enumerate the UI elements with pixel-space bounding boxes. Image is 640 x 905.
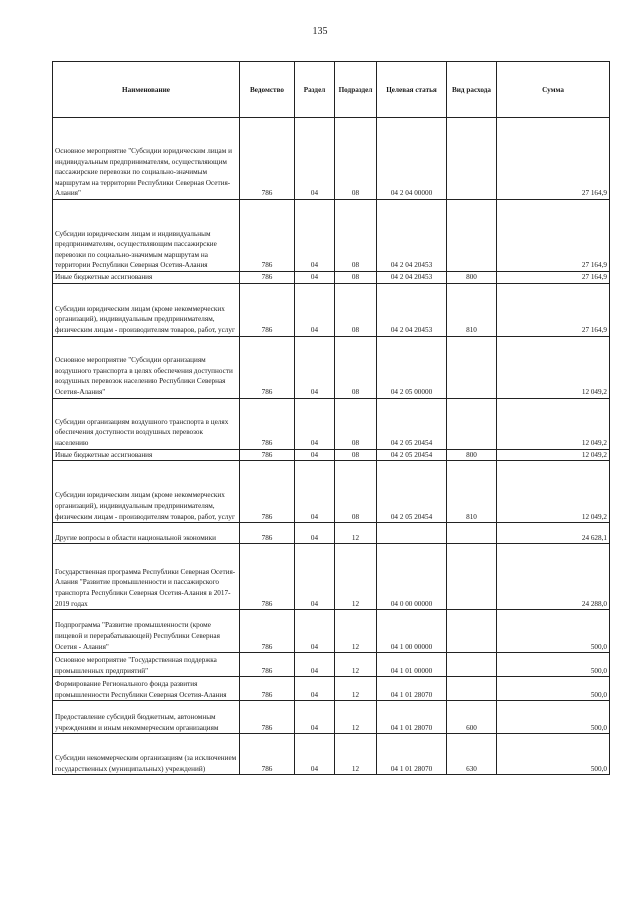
row-podrazdel: 12 <box>335 653 377 677</box>
table-header-row <box>53 62 610 118</box>
header-vid-rashoda: Вид расхода <box>447 62 497 118</box>
page-number: 135 <box>312 26 328 37</box>
row-celevaya-statya: 04 2 04 20453 <box>377 283 447 336</box>
row-celevaya-statya: 04 1 01 28070 <box>377 677 447 701</box>
row-vedomstvo: 786 <box>240 523 295 544</box>
table-row <box>53 523 610 544</box>
table-row <box>53 544 610 610</box>
row-vedomstvo: 786 <box>240 734 295 775</box>
row-summa: 500,0 <box>497 677 610 701</box>
row-summa: 500,0 <box>497 734 610 775</box>
row-name: Субсидии юридическим лицам (кроме некоммерческих организаций), индивидуальным предпринимателям, физическим лицам - производителям товаров, работ, услуг <box>53 283 240 336</box>
row-name: Другие вопросы в области национальной экономики <box>53 523 240 544</box>
row-podrazdel: 12 <box>335 610 377 653</box>
row-vedomstvo: 786 <box>240 283 295 336</box>
row-podrazdel: 08 <box>335 200 377 272</box>
row-celevaya-statya: 04 1 01 28070 <box>377 701 447 734</box>
header-name: Наименование <box>53 62 240 118</box>
table-row <box>53 677 610 701</box>
row-vid-rashoda: 810 <box>447 461 497 523</box>
row-vedomstvo: 786 <box>240 118 295 200</box>
row-celevaya-statya: 04 1 01 00000 <box>377 653 447 677</box>
row-name: Субсидии некоммерческим организациям (за исключением государственных (муниципальных) учреждений) <box>53 734 240 775</box>
row-summa: 12 049,2 <box>497 398 610 449</box>
row-razdel: 04 <box>295 272 335 284</box>
row-vid-rashoda <box>447 200 497 272</box>
header-vedomstvo: Ведомство <box>240 62 295 118</box>
row-podrazdel: 08 <box>335 118 377 200</box>
table-row <box>53 734 610 775</box>
header-razdel: Раздел <box>295 62 335 118</box>
row-vedomstvo: 786 <box>240 544 295 610</box>
row-summa: 27 164,9 <box>497 272 610 284</box>
table-row <box>53 118 610 200</box>
row-summa: 12 049,2 <box>497 461 610 523</box>
row-podrazdel: 08 <box>335 449 377 461</box>
row-summa: 27 164,9 <box>497 118 610 200</box>
row-summa: 500,0 <box>497 701 610 734</box>
row-podrazdel: 12 <box>335 544 377 610</box>
table-row <box>53 272 610 284</box>
row-summa: 12 049,2 <box>497 336 610 398</box>
row-summa: 500,0 <box>497 653 610 677</box>
row-vedomstvo: 786 <box>240 461 295 523</box>
table-row <box>53 701 610 734</box>
row-celevaya-statya: 04 1 01 28070 <box>377 734 447 775</box>
row-name: Основное мероприятие "Государственная поддержка промышленных предприятий" <box>53 653 240 677</box>
row-name: Иные бюджетные ассигнования <box>53 272 240 284</box>
row-razdel: 04 <box>295 118 335 200</box>
row-name: Субсидии организациям воздушного транспорта в целях обеспечения доступности воздушных перевозок населению <box>53 398 240 449</box>
row-vid-rashoda: 630 <box>447 734 497 775</box>
row-podrazdel: 12 <box>335 523 377 544</box>
row-summa: 24 628,1 <box>497 523 610 544</box>
table-row <box>53 449 610 461</box>
row-vid-rashoda <box>447 677 497 701</box>
row-name: Иные бюджетные ассигнования <box>53 449 240 461</box>
row-razdel: 04 <box>295 200 335 272</box>
row-celevaya-statya: 04 2 05 00000 <box>377 336 447 398</box>
row-razdel: 04 <box>295 461 335 523</box>
row-name: Государственная программа Республики Северная Осетия-Алания "Развитие промышленности и пассажирского транспорта Республики Северная Осетия-Алания в 2017-2019 годах <box>53 544 240 610</box>
row-celevaya-statya <box>377 523 447 544</box>
row-podrazdel: 08 <box>335 336 377 398</box>
row-name: Предоставление субсидий бюджетным, автономным учреждениям и иным некоммерческим организациям <box>53 701 240 734</box>
table-row <box>53 336 610 398</box>
row-name: Формирование Регионального фонда развития промышленности Республики Северная Осетия-Алания <box>53 677 240 701</box>
row-name: Субсидии юридическим лицам (кроме некоммерческих организаций), индивидуальным предпринимателям, физическим лицам - производителям товаров, работ, услуг <box>53 461 240 523</box>
row-summa: 27 164,9 <box>497 200 610 272</box>
row-celevaya-statya: 04 2 05 20454 <box>377 461 447 523</box>
row-vedomstvo: 786 <box>240 200 295 272</box>
row-name: Основное мероприятие "Субсидии организациям воздушного транспорта в целях обеспечения доступности воздушных перевозок населению Республики Северная Осетия-Алания" <box>53 336 240 398</box>
row-summa: 12 049,2 <box>497 449 610 461</box>
row-celevaya-statya: 04 2 05 20454 <box>377 398 447 449</box>
row-vedomstvo: 786 <box>240 398 295 449</box>
row-summa: 500,0 <box>497 610 610 653</box>
header-podrazdel: Подраздел <box>335 62 377 118</box>
row-razdel: 04 <box>295 610 335 653</box>
row-podrazdel: 08 <box>335 461 377 523</box>
row-vid-rashoda <box>447 544 497 610</box>
row-razdel: 04 <box>295 398 335 449</box>
row-name: Основное мероприятие "Субсидии юридическим лицам и индивидуальным предпринимателям, осуществляющим пассажирские перевозки по социально-значимым маршрутам на территории Республики Северная Осетия-Алания" <box>53 118 240 200</box>
table-row <box>53 283 610 336</box>
row-summa: 24 288,0 <box>497 544 610 610</box>
table-row <box>53 461 610 523</box>
row-vid-rashoda <box>447 118 497 200</box>
row-podrazdel: 08 <box>335 272 377 284</box>
row-celevaya-statya: 04 2 04 20453 <box>377 200 447 272</box>
row-vedomstvo: 786 <box>240 677 295 701</box>
row-razdel: 04 <box>295 523 335 544</box>
row-vedomstvo: 786 <box>240 701 295 734</box>
row-vid-rashoda <box>447 610 497 653</box>
row-podrazdel: 08 <box>335 398 377 449</box>
row-razdel: 04 <box>295 449 335 461</box>
row-vid-rashoda: 600 <box>447 701 497 734</box>
table-row <box>53 610 610 653</box>
row-podrazdel: 12 <box>335 734 377 775</box>
row-vid-rashoda <box>447 523 497 544</box>
row-vid-rashoda: 810 <box>447 283 497 336</box>
row-podrazdel: 08 <box>335 283 377 336</box>
row-razdel: 04 <box>295 734 335 775</box>
row-razdel: 04 <box>295 653 335 677</box>
row-razdel: 04 <box>295 283 335 336</box>
row-name: Подпрограмма "Развитие промышленности (кроме пищевой и перерабатывающей) Республики Северная Осетия - Алания" <box>53 610 240 653</box>
budget-table <box>52 61 610 775</box>
row-celevaya-statya: 04 0 00 00000 <box>377 544 447 610</box>
row-summa: 27 164,9 <box>497 283 610 336</box>
row-vid-rashoda <box>447 653 497 677</box>
row-celevaya-statya: 04 2 04 00000 <box>377 118 447 200</box>
table-row <box>53 398 610 449</box>
row-vid-rashoda <box>447 398 497 449</box>
row-vedomstvo: 786 <box>240 610 295 653</box>
row-vedomstvo: 786 <box>240 449 295 461</box>
row-celevaya-statya: 04 1 00 00000 <box>377 610 447 653</box>
row-celevaya-statya: 04 2 04 20453 <box>377 272 447 284</box>
header-celevaya-statya: Целевая статья <box>377 62 447 118</box>
row-vid-rashoda: 800 <box>447 272 497 284</box>
row-vid-rashoda: 800 <box>447 449 497 461</box>
row-vedomstvo: 786 <box>240 272 295 284</box>
row-razdel: 04 <box>295 677 335 701</box>
row-celevaya-statya: 04 2 05 20454 <box>377 449 447 461</box>
row-vedomstvo: 786 <box>240 653 295 677</box>
table-row <box>53 653 610 677</box>
row-podrazdel: 12 <box>335 701 377 734</box>
row-name: Субсидии юридическим лицам и индивидуальным предпринимателям, осуществляющим пассажирские перевозки по социально-значимым маршрутам на территории Республики Северная Осетия-Алания <box>53 200 240 272</box>
header-summa: Сумма <box>497 62 610 118</box>
row-podrazdel: 12 <box>335 677 377 701</box>
row-razdel: 04 <box>295 701 335 734</box>
row-vedomstvo: 786 <box>240 336 295 398</box>
row-razdel: 04 <box>295 544 335 610</box>
table-row <box>53 200 610 272</box>
row-vid-rashoda <box>447 336 497 398</box>
row-razdel: 04 <box>295 336 335 398</box>
